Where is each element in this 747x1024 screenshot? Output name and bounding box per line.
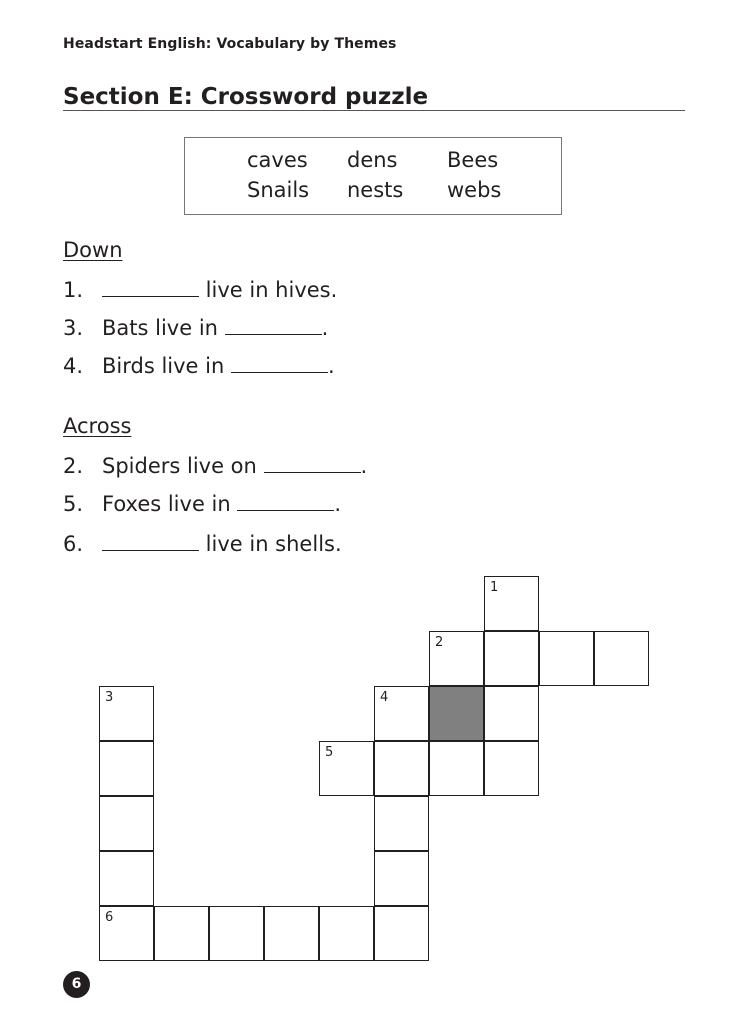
crossword-cell[interactable] [374, 851, 429, 906]
answer-blank[interactable] [231, 372, 328, 373]
crossword-cell[interactable] [319, 906, 374, 961]
crossword-cell[interactable] [154, 906, 209, 961]
word-bank-word: dens [347, 148, 398, 172]
crossword-cell[interactable] [594, 631, 649, 686]
answer-blank[interactable] [237, 510, 334, 511]
crossword-cell[interactable] [99, 741, 154, 796]
crossword-cell[interactable] [374, 906, 429, 961]
clue-number: 6. [63, 532, 84, 556]
down-clue-1 [63, 277, 337, 303]
down-clue-4 [63, 353, 335, 379]
clue-number: 2. [63, 454, 84, 478]
book-title: Headstart English: Vocabulary by Themes [63, 36, 397, 52]
section-title: Section E: Crossword puzzle [63, 84, 429, 110]
answer-blank[interactable] [102, 550, 199, 551]
crossword-cell[interactable] [99, 851, 154, 906]
word-bank-word: nests [347, 178, 404, 202]
clue-text: Spiders live on [102, 454, 264, 478]
cell-number: 2 [435, 635, 444, 650]
cell-number: 1 [490, 580, 499, 595]
across-heading: Across [63, 414, 132, 438]
clue-number: 5. [63, 492, 84, 516]
across-clue-6 [63, 531, 342, 557]
crossword-cell[interactable] [209, 906, 264, 961]
crossword-cell[interactable] [374, 741, 429, 796]
crossword-cell[interactable] [429, 631, 484, 686]
answer-blank[interactable] [102, 296, 199, 297]
clue-number: 3. [63, 316, 84, 340]
crossword-cell[interactable] [539, 631, 594, 686]
down-clue-3 [63, 315, 328, 341]
crossword-cell[interactable] [99, 796, 154, 851]
clue-text: live in shells. [199, 532, 342, 556]
cell-number: 5 [325, 745, 334, 760]
shaded-cell [429, 686, 484, 741]
word-bank-word: Snails [247, 178, 310, 202]
crossword-cell[interactable] [484, 631, 539, 686]
clue-number: 1. [63, 278, 84, 302]
word-bank-word: caves [247, 148, 308, 172]
clue-punctuation: . [321, 316, 329, 340]
across-clue-5 [63, 491, 341, 517]
cell-number: 4 [380, 690, 389, 705]
crossword-cell[interactable] [484, 686, 539, 741]
cell-number: 3 [105, 690, 114, 705]
title-rule [63, 110, 685, 111]
crossword-cell[interactable] [99, 906, 154, 961]
crossword-cell[interactable] [319, 741, 374, 796]
clue-number: 4. [63, 354, 84, 378]
clue-punctuation: . [327, 354, 335, 378]
crossword-cell[interactable] [484, 741, 539, 796]
crossword-cell[interactable] [374, 796, 429, 851]
word-bank-word: webs [447, 178, 502, 202]
clue-text: live in hives. [199, 278, 338, 302]
crossword-cell[interactable] [484, 576, 539, 631]
answer-blank[interactable] [225, 334, 322, 335]
crossword-cell[interactable] [374, 686, 429, 741]
crossword-cell[interactable] [264, 906, 319, 961]
word-bank-word: Bees [447, 148, 499, 172]
cell-number: 6 [105, 910, 114, 925]
down-heading: Down [63, 238, 123, 262]
clue-punctuation: . [334, 492, 342, 516]
crossword-cell[interactable] [99, 686, 154, 741]
clue-text: Foxes live in [102, 492, 238, 516]
across-clue-2 [63, 453, 367, 479]
crossword-cell[interactable] [429, 741, 484, 796]
clue-punctuation: . [360, 454, 368, 478]
word-bank [184, 137, 562, 215]
page-number-badge: 6 [63, 971, 90, 998]
clue-text: Bats live in [102, 316, 225, 340]
clue-text: Birds live in [102, 354, 231, 378]
answer-blank[interactable] [264, 472, 361, 473]
